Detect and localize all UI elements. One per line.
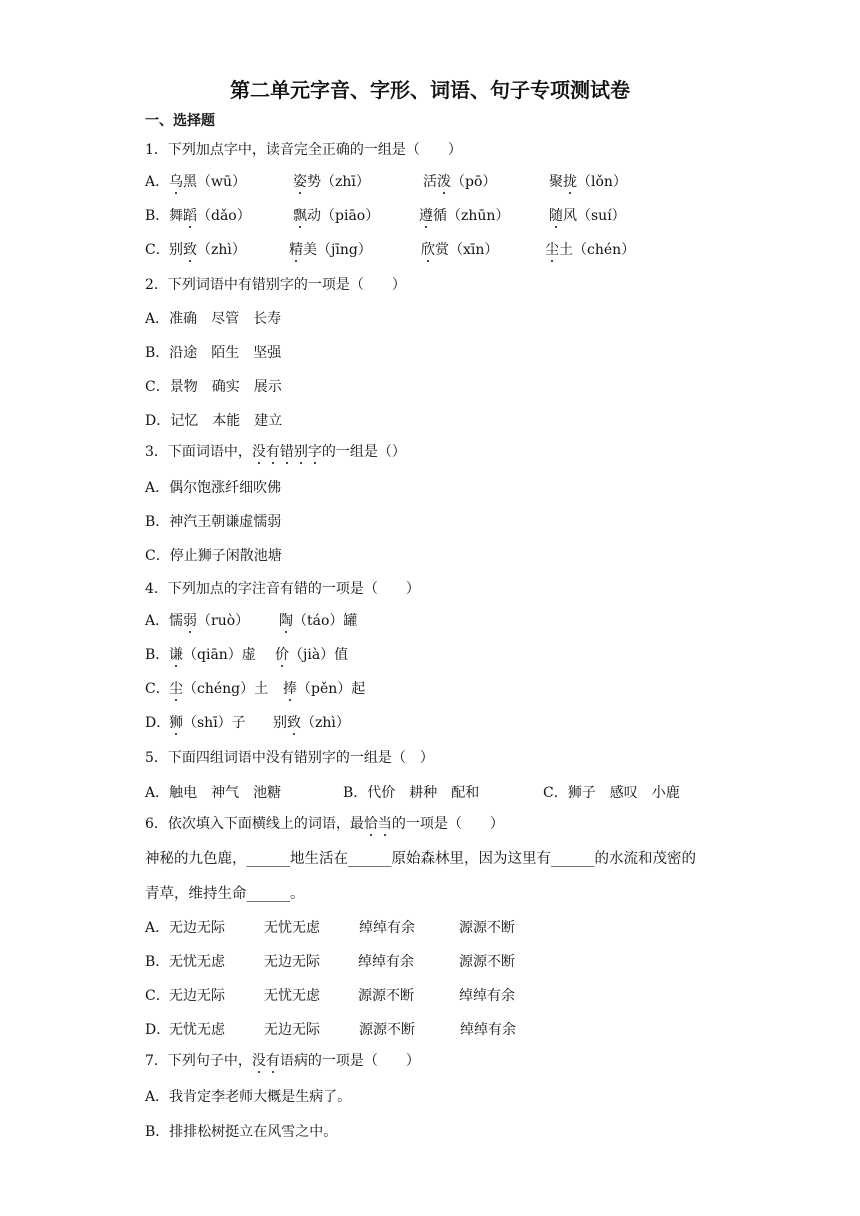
q6-option-a: A． 无边无际 无忧无虑 绰绰有余 源源不断 <box>145 920 515 936</box>
q5-option-b: B．代价 耕种 配和 <box>343 785 480 801</box>
section-heading: 一、选择题 <box>145 113 215 129</box>
q3-option-a: A．偶尔饱涨纤细吹佛 <box>145 480 282 496</box>
question-4-stem: 4．下列加点的字注音有错的一项是（ ） <box>145 581 420 597</box>
q2-option-c: C．景物 确实 展示 <box>145 379 282 395</box>
page-title: 第二单元字音、字形、词语、句子专项测试卷 <box>230 78 630 102</box>
q5-option-a: A．触电 神气 池糖 <box>145 785 282 801</box>
q3-option-c: C．停止狮子闲散池塘 <box>145 548 282 564</box>
q5-options <box>145 783 745 803</box>
q7-option-a: A．我肯定李老师大概是生病了。 <box>145 1089 352 1105</box>
q4-option-d: D． 狮（shī）子 别致（zhì） <box>145 715 350 731</box>
question-5-stem: 5．下面四组词语中没有错别字的一组是（ ） <box>145 750 434 766</box>
q3-option-b: B．神汽王朝谦虚懦弱 <box>145 514 282 530</box>
q1-option-c: C． 别致（zhì） 精美（jīng） 欣赏（xīn） 尘土（chén） <box>145 242 636 258</box>
q6-option-b: B． 无忧无虑 无边无际 绰绰有余 源源不断 <box>145 954 515 970</box>
q2-option-d: D．记忆 本能 建立 <box>145 413 283 429</box>
q4-option-a: A． 懦弱（ruò） 陶（táo）罐 <box>145 613 358 629</box>
q7-option-b: B．排排松树挺立在风雪之中。 <box>145 1124 338 1140</box>
q2-option-b: B．沿途 陌生 坚强 <box>145 345 282 361</box>
q6-passage-line-1: 神秘的九色鹿，______地生活在______原始森林里，因为这里有______的水流和茂密的 <box>145 851 696 867</box>
q5-option-c: C．狮子 感叹 小鹿 <box>543 785 680 801</box>
question-3-stem: 3．下面词语中，没有错别字的一组是（） <box>145 444 406 460</box>
q1-option-b: B． 舞蹈（dǎo） 飘动（piāo） 遵循（zhūn） 随风（suí） <box>145 208 626 224</box>
question-1-stem: 1．下列加点字中，读音完全正确的一组是（ ） <box>145 142 462 158</box>
q4-option-c: C． 尘（chéng）土 捧（pěn）起 <box>145 681 366 697</box>
q1-option-a: A． 乌黑（wū） 姿势（zhī） 活泼（pō） 聚拢（lǒn） <box>145 174 627 190</box>
q2-option-a: A．准确 尽管 长寿 <box>145 311 282 327</box>
q6-passage-line-2: 青草，维持生命______。 <box>145 886 305 902</box>
question-6-stem: 6．依次填入下面横线上的词语，最恰当的一项是（ ） <box>145 816 504 832</box>
q6-option-d: D． 无忧无虑 无边无际 源源不断 绰绰有余 <box>145 1022 516 1038</box>
q6-option-c: C． 无边无际 无忧无虑 源源不断 绰绰有余 <box>145 988 515 1004</box>
question-7-stem: 7．下列句子中，没有语病的一项是（ ） <box>145 1053 420 1069</box>
question-2-stem: 2．下列词语中有错别字的一项是（ ） <box>145 277 406 293</box>
q4-option-b: B． 谦（qiān）虚 价（jià）值 <box>145 647 349 663</box>
